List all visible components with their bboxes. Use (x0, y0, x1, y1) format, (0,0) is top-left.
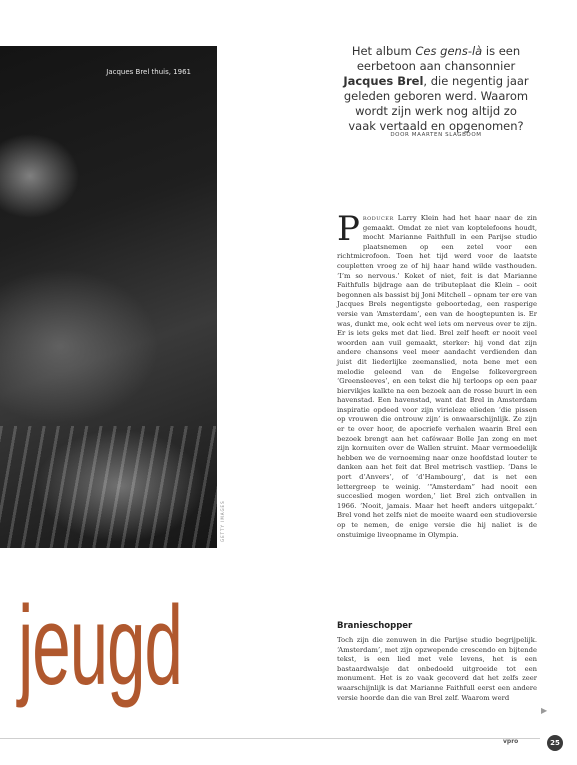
headline-word: jeugd (18, 583, 182, 708)
piano-keys-detail (0, 426, 217, 548)
lead-smallcaps: roducer (362, 214, 394, 222)
intro-text-2: is een eerbetoon aan chansonnier (356, 44, 521, 73)
byline: DOOR MAARTEN SLAGBOOM (390, 132, 482, 138)
article-paragraph-text: Larry Klein had het haar naar de zin gemaakt. Omdat ze niet van koptelefoons houdt, mocht Marianne Faithfull in een Parijse studio plaatsnemen op een zetel voor een richtmicrofoon. Toen het tijd werd voor de laatste coupletten vroeg ze of hij haar hand wilde vasthouden. ‘I’m so nervous.’ Koket of niet, feit is dat Marianne Faithfulls bijdrage aan de tributeplaat die Klein – ooit begonnen als bassist bij Joni Mitchell – opnam ter ere van Jacques Brels negentigste geboortedag, een rasperige versie van ‘Amsterdam’, een van de hoogtepunten is. Er was, dunkt me, ook echt wel iets om nerveus over te zijn. Er is iets geks met dat lied. Brel zelf heeft er nooit veel woorden aan vuil gemaakt, sterker: hij vond dat zijn andere chansons veel meer aandacht verdienden dan juist dit liederlijke zeemanslied, nota bene met een melodie geleend van de Engelse folkevergreen ‘Greensleeves’, en een tekst die hij terloops op een paar biervikjes kalkte na een bezoek aan de rosse buurt in een havenstad. Een havenstad, want dat Brel in Amsterdam inspiratie opdeed voor zijn virieleze elieden ‘die pissen op vrouwen die ontrouw zijn’ is onwaarschijnlijk. Ze zijn er te over hoor, de apocriefe verhalen waarin Brel een bezoek brengt aan het caféwaar Bolle Jan zong en met zijn kornuiten over de Wallen struint. Maar vermoedelijk hebben we de vernoeming naar onze hoofdstad louter te danken aan het feit dat Brel metrisch vastliep. ‘Dans le port d’Anvers’, of ‘d’Hambourg’, dat is net een lettergreep te weinig. ‘“Amsterdam” had nooit een succeslied mogen worden,’ liet Brel zich ontvallen in 1966. ‘Nooit, jamais. Maar het heeft anders uitgepakt.’ Brel vond het zelfs niet de moeite waard een studioversie op te nemen, de enige versie die hij naliet is de onstuimige liveopname in Olympia. (337, 214, 537, 539)
article-paragraph (337, 209, 537, 540)
drop-cap: P (337, 209, 360, 249)
article-body-continued (337, 636, 537, 703)
intro-text-1: Het album (351, 44, 416, 58)
footer-rule (0, 738, 540, 739)
intro-album-title: Ces gens-là (415, 44, 483, 58)
continue-arrow-icon: ▶ (541, 706, 548, 715)
photo-credit: GETTY IMAGES (220, 500, 225, 542)
hero-photo (0, 46, 217, 548)
intro-text-3: , die negentig jaar geleden geboren werd. Waarom wordt zijn werk nog altijd zo vaak vertaald en opgenomen? (343, 74, 529, 133)
article-body (337, 209, 537, 540)
intro-paragraph (340, 44, 532, 134)
intro-artist-name: Jacques Brel (343, 74, 424, 88)
section-subhead: Branieschopper (337, 621, 413, 631)
footer-logo: vpro (503, 738, 519, 745)
page-number: 25 (547, 735, 563, 751)
photo-caption: Jacques Brel thuis, 1961 (106, 68, 191, 76)
article-paragraph-2: Toch zijn die zenuwen in die Parijse studio begrijpelijk. ‘Amsterdam’, met zijn opzwepende crescendo en bijtende tekst, is een lied met vele levens, het is een bastaardwalsje dat onbedoeld uitgroeide tot een monument. Het is zo vaak gecoverd dat het zelfs zeer waarschijnlijk is dat Marianne Faithfull eerst een andere versie hoorde dan die van Brel zelf. Waarom werd (337, 636, 537, 702)
